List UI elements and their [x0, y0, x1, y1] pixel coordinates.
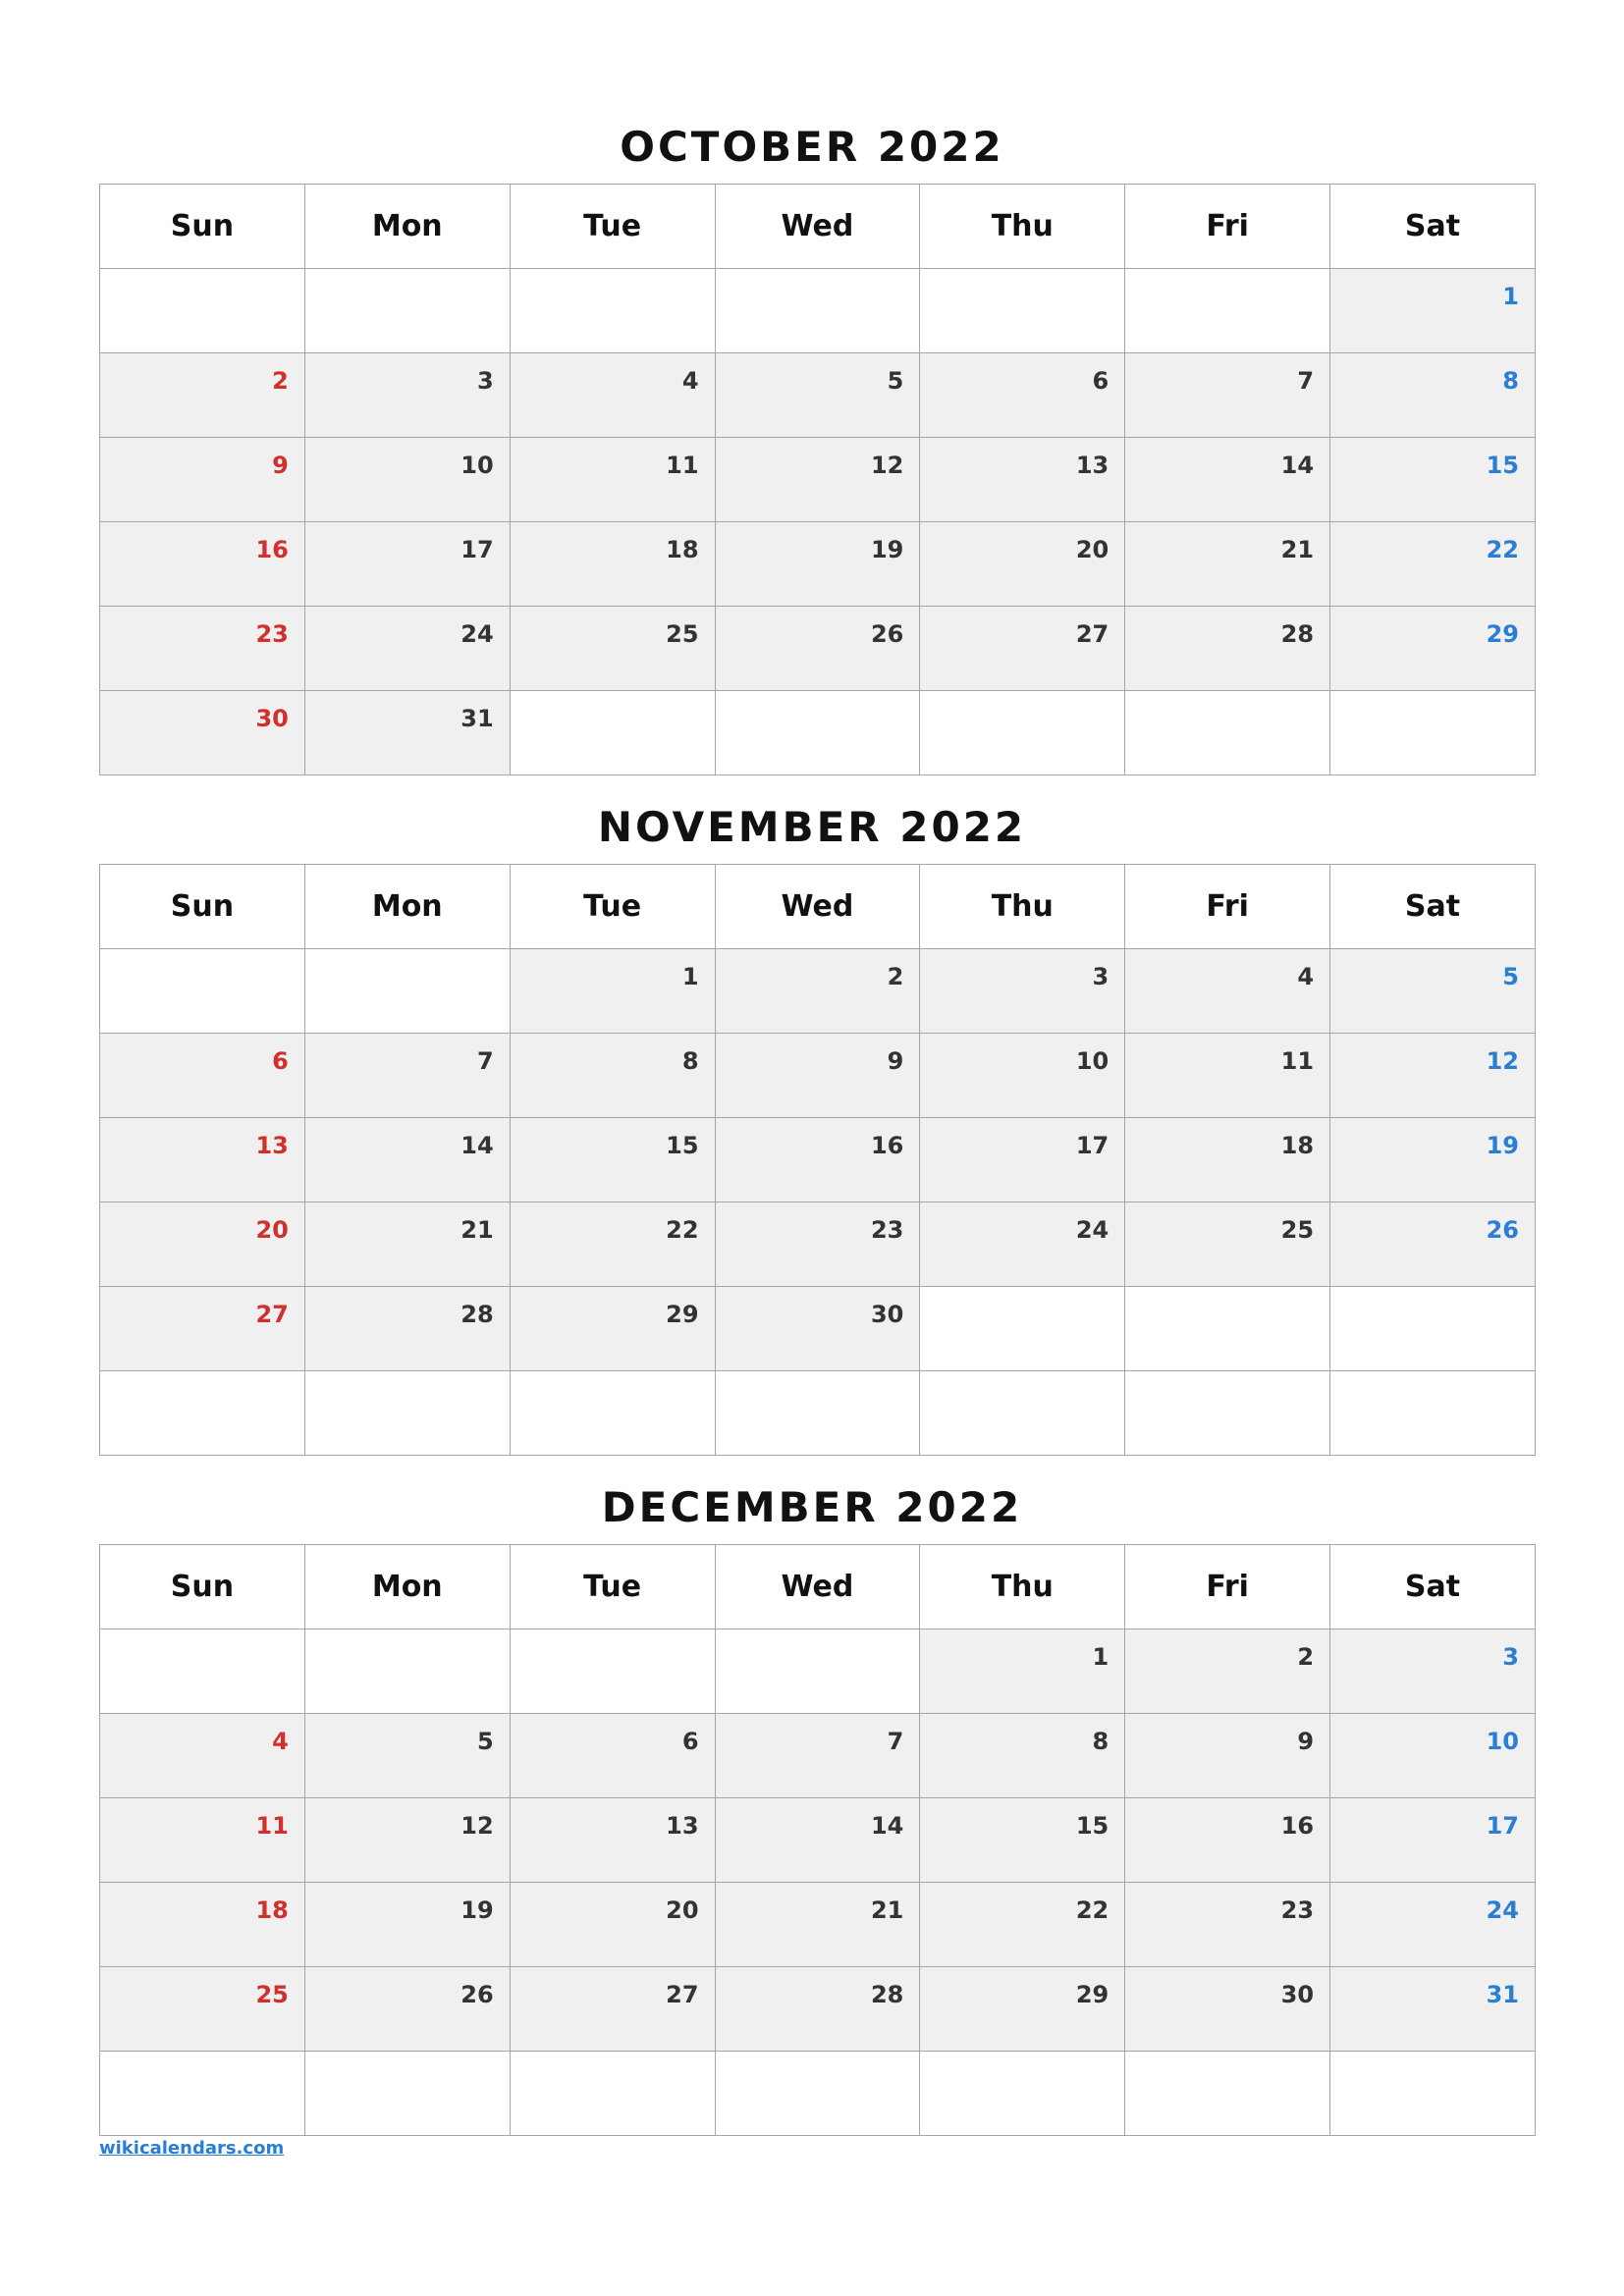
day-cell	[100, 2052, 305, 2136]
weekday-header: Wed	[715, 185, 920, 269]
day-cell[interactable]	[304, 1034, 510, 1118]
day-cell	[920, 1287, 1125, 1371]
day-cell[interactable]	[510, 1034, 715, 1118]
day-number: 13	[255, 1132, 289, 1159]
weekday-header-row	[100, 185, 1536, 269]
day-number: 17	[460, 536, 494, 563]
day-cell[interactable]	[100, 691, 305, 775]
day-number: 1	[1502, 283, 1519, 310]
day-cell[interactable]	[1330, 1034, 1536, 1118]
day-cell	[715, 269, 920, 353]
weekday-header: Fri	[1125, 865, 1330, 949]
day-cell	[304, 269, 510, 353]
day-number: 20	[255, 1216, 289, 1244]
day-cell	[304, 1629, 510, 1714]
day-number: 20	[666, 1896, 699, 1924]
day-number: 26	[460, 1981, 494, 2008]
day-cell[interactable]	[1330, 1629, 1536, 1714]
weekday-header: Sat	[1330, 185, 1536, 269]
day-number: 15	[1486, 452, 1519, 479]
month-title: DECEMBER 2022	[601, 1483, 1023, 1531]
day-number: 25	[666, 620, 699, 648]
week-row	[100, 1714, 1536, 1798]
day-number: 6	[1092, 367, 1110, 395]
day-number: 9	[272, 452, 289, 479]
weekday-header: Fri	[1125, 1545, 1330, 1629]
day-cell[interactable]	[100, 1202, 305, 1287]
day-cell	[100, 269, 305, 353]
day-number: 25	[1280, 1216, 1315, 1244]
day-cell	[920, 2052, 1125, 2136]
day-cell	[715, 2052, 920, 2136]
weekday-header: Sun	[100, 865, 305, 949]
day-number: 21	[870, 1896, 904, 1924]
day-cell	[715, 1371, 920, 1456]
day-cell[interactable]	[510, 1202, 715, 1287]
weekday-header-row	[100, 1545, 1536, 1629]
day-cell[interactable]	[715, 1202, 920, 1287]
week-row	[100, 1287, 1536, 1371]
day-cell[interactable]	[100, 607, 305, 691]
day-number: 21	[460, 1216, 494, 1244]
day-number: 27	[255, 1301, 289, 1328]
day-number: 8	[1092, 1728, 1110, 1755]
day-number: 31	[1486, 1981, 1519, 2008]
day-cell[interactable]	[100, 1798, 305, 1883]
day-number: 1	[681, 963, 699, 990]
day-number: 30	[1280, 1981, 1315, 2008]
day-cell	[1125, 1371, 1330, 1456]
day-cell[interactable]	[920, 1883, 1125, 1967]
day-cell[interactable]	[1330, 1967, 1536, 2052]
week-row	[100, 1629, 1536, 1714]
day-cell[interactable]	[715, 1798, 920, 1883]
day-cell[interactable]	[715, 353, 920, 438]
week-row	[100, 353, 1536, 438]
day-cell[interactable]	[715, 1034, 920, 1118]
weekday-header: Sat	[1330, 865, 1536, 949]
day-cell[interactable]	[304, 1714, 510, 1798]
day-number: 16	[255, 536, 289, 563]
day-number: 10	[460, 452, 494, 479]
day-cell[interactable]	[510, 607, 715, 691]
day-cell[interactable]	[1125, 1202, 1330, 1287]
day-number: 19	[870, 536, 904, 563]
day-number: 2	[887, 963, 904, 990]
day-cell[interactable]	[920, 1034, 1125, 1118]
weekday-header: Mon	[304, 1545, 510, 1629]
day-cell[interactable]	[920, 949, 1125, 1034]
day-cell[interactable]	[304, 1118, 510, 1202]
day-cell	[715, 691, 920, 775]
day-cell[interactable]	[1330, 607, 1536, 691]
week-row	[100, 607, 1536, 691]
day-number: 5	[1502, 963, 1519, 990]
day-cell[interactable]	[510, 1714, 715, 1798]
day-number: 31	[460, 705, 494, 732]
day-cell[interactable]	[715, 522, 920, 607]
weekday-header: Thu	[920, 865, 1125, 949]
day-number: 3	[1092, 963, 1110, 990]
day-cell[interactable]	[1330, 1798, 1536, 1883]
day-cell	[510, 1629, 715, 1714]
day-number: 24	[1075, 1216, 1110, 1244]
day-cell	[1330, 1371, 1536, 1456]
week-row	[100, 1967, 1536, 2052]
day-cell[interactable]	[715, 1287, 920, 1371]
weekday-header: Tue	[510, 185, 715, 269]
day-number: 20	[1075, 536, 1110, 563]
day-cell[interactable]	[510, 1118, 715, 1202]
day-cell[interactable]	[510, 1883, 715, 1967]
day-number: 16	[870, 1132, 904, 1159]
day-cell	[1125, 691, 1330, 775]
day-cell[interactable]	[715, 438, 920, 522]
day-cell[interactable]	[1125, 438, 1330, 522]
day-cell[interactable]	[920, 1629, 1125, 1714]
day-cell[interactable]	[920, 353, 1125, 438]
day-number: 12	[870, 452, 904, 479]
day-cell[interactable]	[920, 1798, 1125, 1883]
day-cell[interactable]	[100, 1883, 305, 1967]
day-cell[interactable]	[1330, 949, 1536, 1034]
day-number: 19	[1486, 1132, 1519, 1159]
day-cell[interactable]	[1330, 522, 1536, 607]
day-cell[interactable]	[1125, 1034, 1330, 1118]
day-cell	[304, 949, 510, 1034]
day-number: 17	[1486, 1812, 1519, 1840]
day-cell[interactable]	[1125, 1714, 1330, 1798]
day-cell[interactable]	[304, 1202, 510, 1287]
day-number: 9	[887, 1047, 904, 1075]
day-number: 18	[255, 1896, 289, 1924]
day-cell[interactable]	[920, 1202, 1125, 1287]
day-cell[interactable]	[715, 1118, 920, 1202]
day-cell[interactable]	[304, 522, 510, 607]
day-cell	[1125, 2052, 1330, 2136]
day-cell[interactable]	[920, 1967, 1125, 2052]
day-number: 14	[1280, 452, 1315, 479]
day-cell[interactable]	[510, 1287, 715, 1371]
day-number: 29	[1486, 620, 1519, 648]
day-number: 7	[887, 1728, 904, 1755]
day-cell[interactable]	[1125, 1967, 1330, 2052]
day-cell	[100, 949, 305, 1034]
weekday-header: Sun	[100, 185, 305, 269]
week-row	[100, 1118, 1536, 1202]
day-cell[interactable]	[1125, 1118, 1330, 1202]
day-cell[interactable]	[715, 1883, 920, 1967]
day-number: 11	[666, 452, 699, 479]
day-cell[interactable]	[920, 1714, 1125, 1798]
day-cell[interactable]	[304, 1883, 510, 1967]
weekday-header: Tue	[510, 1545, 715, 1629]
day-cell[interactable]	[1125, 1883, 1330, 1967]
day-number: 5	[887, 367, 904, 395]
week-row	[100, 1883, 1536, 1967]
day-number: 6	[681, 1728, 699, 1755]
day-cell	[304, 1371, 510, 1456]
day-number: 28	[460, 1301, 494, 1328]
day-cell[interactable]	[100, 1714, 305, 1798]
day-cell	[1330, 2052, 1536, 2136]
day-cell[interactable]	[1125, 607, 1330, 691]
day-cell[interactable]	[100, 353, 305, 438]
day-cell[interactable]	[304, 607, 510, 691]
day-cell[interactable]	[920, 438, 1125, 522]
day-cell	[1330, 691, 1536, 775]
day-number: 4	[681, 367, 699, 395]
day-number: 24	[1486, 1896, 1519, 1924]
day-cell[interactable]	[920, 607, 1125, 691]
day-number: 5	[476, 1728, 494, 1755]
footer-link[interactable]: wikicalendars.com	[99, 2138, 285, 2159]
day-cell[interactable]	[100, 1034, 305, 1118]
weekday-header: Tue	[510, 865, 715, 949]
day-number: 6	[272, 1047, 289, 1075]
weekday-header: Sun	[100, 1545, 305, 1629]
day-cell	[1125, 1287, 1330, 1371]
day-cell	[920, 269, 1125, 353]
day-number: 7	[476, 1047, 494, 1075]
day-cell[interactable]	[304, 691, 510, 775]
day-cell[interactable]	[1330, 1118, 1536, 1202]
day-cell[interactable]	[1330, 438, 1536, 522]
day-cell	[510, 2052, 715, 2136]
day-cell[interactable]	[100, 438, 305, 522]
day-number: 22	[1075, 1896, 1110, 1924]
day-cell[interactable]	[1125, 1798, 1330, 1883]
day-cell	[1330, 1287, 1536, 1371]
day-cell[interactable]	[510, 353, 715, 438]
day-cell[interactable]	[510, 949, 715, 1034]
day-number: 25	[255, 1981, 289, 2008]
day-number: 8	[1502, 367, 1519, 395]
day-cell[interactable]	[715, 1714, 920, 1798]
day-cell	[920, 691, 1125, 775]
day-cell[interactable]	[100, 522, 305, 607]
day-cell[interactable]	[920, 1118, 1125, 1202]
day-number: 1	[1092, 1643, 1110, 1671]
day-cell[interactable]	[1330, 1883, 1536, 1967]
day-cell[interactable]	[1125, 1629, 1330, 1714]
day-number: 2	[1297, 1643, 1315, 1671]
week-row	[100, 949, 1536, 1034]
day-number: 22	[666, 1216, 699, 1244]
weekday-header: Mon	[304, 865, 510, 949]
day-number: 18	[1280, 1132, 1315, 1159]
day-cell	[304, 2052, 510, 2136]
weekday-header: Thu	[920, 185, 1125, 269]
day-number: 12	[1486, 1047, 1519, 1075]
weekday-header: Sat	[1330, 1545, 1536, 1629]
day-number: 30	[255, 705, 289, 732]
day-number: 19	[460, 1896, 494, 1924]
week-row	[100, 522, 1536, 607]
day-number: 23	[1280, 1896, 1315, 1924]
day-number: 4	[1297, 963, 1315, 990]
day-number: 18	[666, 536, 699, 563]
day-number: 27	[1075, 620, 1110, 648]
weekday-header: Fri	[1125, 185, 1330, 269]
calendar-grid	[99, 864, 1536, 1456]
weekday-header: Thu	[920, 1545, 1125, 1629]
day-number: 29	[1075, 1981, 1110, 2008]
calendar-grid	[99, 1544, 1536, 2136]
week-row	[100, 1371, 1536, 1456]
weekday-header: Wed	[715, 1545, 920, 1629]
week-row	[100, 1202, 1536, 1287]
day-number: 2	[272, 367, 289, 395]
weekday-header-row	[100, 865, 1536, 949]
day-number: 13	[1075, 452, 1110, 479]
day-number: 23	[255, 620, 289, 648]
day-number: 16	[1280, 1812, 1315, 1840]
day-number: 9	[1297, 1728, 1315, 1755]
week-row	[100, 269, 1536, 353]
day-number: 27	[666, 1981, 699, 2008]
day-number: 3	[476, 367, 494, 395]
day-number: 4	[272, 1728, 289, 1755]
day-cell[interactable]	[1125, 353, 1330, 438]
day-cell	[100, 1629, 305, 1714]
day-cell[interactable]	[510, 522, 715, 607]
calendar-grid	[99, 184, 1536, 775]
day-cell[interactable]	[715, 1967, 920, 2052]
weekday-header: Wed	[715, 865, 920, 949]
day-number: 30	[870, 1301, 904, 1328]
day-number: 23	[870, 1216, 904, 1244]
day-cell[interactable]	[1125, 522, 1330, 607]
day-number: 3	[1502, 1643, 1519, 1671]
day-cell[interactable]	[920, 522, 1125, 607]
day-number: 14	[870, 1812, 904, 1840]
day-cell[interactable]	[1330, 353, 1536, 438]
day-number: 10	[1486, 1728, 1519, 1755]
day-number: 26	[870, 620, 904, 648]
day-number: 11	[1280, 1047, 1315, 1075]
day-cell[interactable]	[100, 1118, 305, 1202]
day-cell[interactable]	[100, 1287, 305, 1371]
day-cell[interactable]	[100, 1967, 305, 2052]
day-cell	[715, 1629, 920, 1714]
day-number: 21	[1280, 536, 1315, 563]
day-number: 11	[255, 1812, 289, 1840]
day-number: 17	[1075, 1132, 1110, 1159]
day-number: 29	[666, 1301, 699, 1328]
day-cell[interactable]	[304, 353, 510, 438]
day-number: 24	[460, 620, 494, 648]
day-number: 14	[460, 1132, 494, 1159]
week-row	[100, 691, 1536, 775]
day-number: 15	[1075, 1812, 1110, 1840]
day-number: 28	[870, 1981, 904, 2008]
day-cell[interactable]	[715, 949, 920, 1034]
day-cell[interactable]	[510, 1967, 715, 2052]
day-cell	[510, 691, 715, 775]
week-row	[100, 2052, 1536, 2136]
day-cell	[100, 1371, 305, 1456]
day-cell[interactable]	[1330, 1714, 1536, 1798]
day-cell[interactable]	[304, 1967, 510, 2052]
day-cell[interactable]	[510, 438, 715, 522]
day-number: 26	[1486, 1216, 1519, 1244]
day-cell[interactable]	[1330, 269, 1536, 353]
month-title: NOVEMBER 2022	[597, 803, 1027, 851]
day-cell	[510, 1371, 715, 1456]
day-cell[interactable]	[715, 607, 920, 691]
day-number: 13	[666, 1812, 699, 1840]
day-number: 12	[460, 1812, 494, 1840]
day-number: 28	[1280, 620, 1315, 648]
day-cell[interactable]	[1330, 1202, 1536, 1287]
day-number: 8	[681, 1047, 699, 1075]
day-cell[interactable]	[304, 1287, 510, 1371]
day-cell[interactable]	[510, 1798, 715, 1883]
week-row	[100, 1798, 1536, 1883]
day-cell	[920, 1371, 1125, 1456]
weekday-header: Mon	[304, 185, 510, 269]
day-cell[interactable]	[304, 438, 510, 522]
day-cell[interactable]	[304, 1798, 510, 1883]
day-number: 15	[666, 1132, 699, 1159]
day-cell	[1125, 269, 1330, 353]
day-number: 7	[1297, 367, 1315, 395]
day-number: 22	[1486, 536, 1519, 563]
day-cell	[510, 269, 715, 353]
month-title: OCTOBER 2022	[620, 123, 1004, 171]
day-number: 10	[1075, 1047, 1110, 1075]
week-row	[100, 1034, 1536, 1118]
week-row	[100, 438, 1536, 522]
day-cell[interactable]	[1125, 949, 1330, 1034]
